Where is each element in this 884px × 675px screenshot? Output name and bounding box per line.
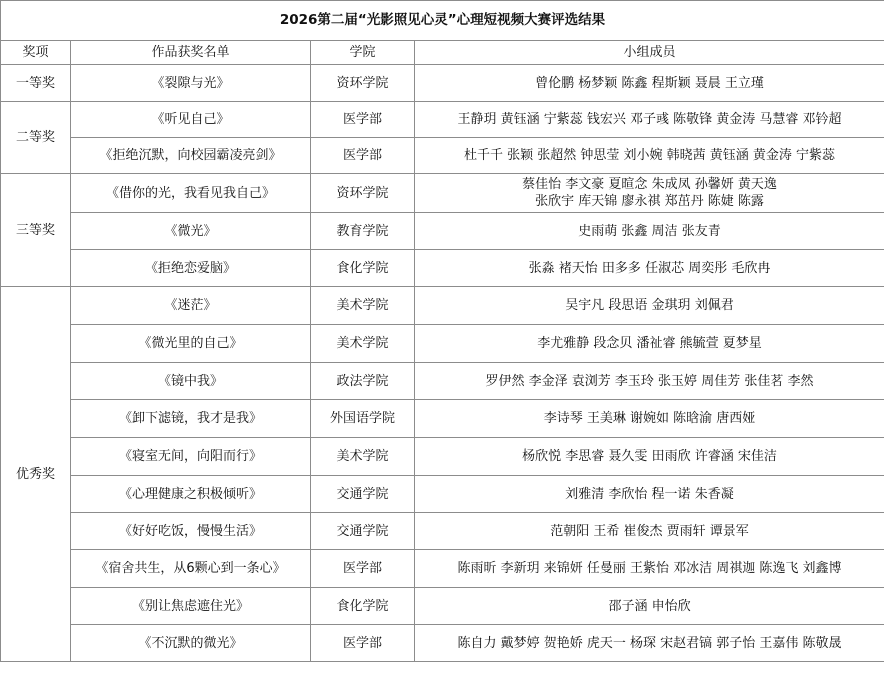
- header-work: 作品获奖名单: [71, 41, 311, 65]
- work-cell: 《寝室无间，向阳而行》: [71, 438, 311, 476]
- award-cell: 一等奖: [1, 65, 71, 102]
- members-cell: 邵子涵 申怡欣: [415, 588, 884, 625]
- members-cell: 范朝阳 王希 崔俊杰 贾雨轩 谭景军: [415, 513, 884, 550]
- header-award: 奖项: [1, 41, 71, 65]
- college-cell: 食化学院: [311, 250, 415, 287]
- table-row: [1, 174, 884, 213]
- table-row: [1, 438, 884, 476]
- table-row: [1, 102, 884, 138]
- table-row: [1, 476, 884, 513]
- college-cell: 美术学院: [311, 438, 415, 476]
- work-cell: 《拒绝恋爱脑》: [71, 250, 311, 287]
- work-cell: 《心理健康之积极倾听》: [71, 476, 311, 513]
- work-cell: 《宿舍共生，从6颗心到一条心》: [71, 550, 311, 588]
- header-college: 学院: [311, 41, 415, 65]
- work-cell: 《迷茫》: [71, 287, 311, 325]
- work-cell: 《卸下滤镜，我才是我》: [71, 400, 311, 438]
- members-cell: 李尤雅静 段念贝 潘祉睿 熊毓萱 夏梦星: [415, 325, 884, 363]
- work-cell: 《别让焦虑遮住光》: [71, 588, 311, 625]
- members-cell: 李诗琴 王美琳 谢婉如 陈晗渝 唐西娅: [415, 400, 884, 438]
- members-cell: 曾伦鹏 杨梦颖 陈鑫 程斯颖 聂晨 王立瑾: [415, 65, 884, 102]
- header-members: 小组成员: [415, 41, 884, 65]
- college-cell: 外国语学院: [311, 400, 415, 438]
- members-cell: 王静玥 黄钰涵 宁紫蕊 钱宏兴 邓子彧 陈敬锋 黄金涛 马慧睿 邓钤超: [415, 102, 884, 138]
- college-cell: 医学部: [311, 550, 415, 588]
- results-body: [1, 65, 884, 662]
- members-cell: 杨欣悦 李思睿 聂久雯 田雨欣 许睿涵 宋佳洁: [415, 438, 884, 476]
- college-cell: 医学部: [311, 102, 415, 138]
- work-cell: 《拒绝沉默，向校园霸凌亮剑》: [71, 138, 311, 174]
- members-cell: 蔡佳怡 李文豪 夏暄念 朱成凤 孙馨妍 黄天逸 张欣宇 库天锦 廖永祺 郑茁丹 陈婕 陈露: [415, 174, 884, 213]
- work-cell: 《不沉默的微光》: [71, 625, 311, 662]
- table-row: [1, 625, 884, 662]
- college-cell: 美术学院: [311, 325, 415, 363]
- table-row: [1, 400, 884, 438]
- header-row: [1, 41, 884, 65]
- members-cell: 张淼 褚天怡 田多多 任淑芯 周奕彤 毛欣冉: [415, 250, 884, 287]
- table-title: 2026第二届“光影照见心灵”心理短视频大赛评选结果: [1, 1, 884, 41]
- work-cell: 《镜中我》: [71, 363, 311, 400]
- table-row: [1, 138, 884, 174]
- members-cell: 刘雅清 李欣怡 程一诺 朱香凝: [415, 476, 884, 513]
- table-row: [1, 325, 884, 363]
- members-cell: 杜千千 张颖 张超然 钟思莹 刘小婉 韩晓茜 黄钰涵 黄金涛 宁紫蕊: [415, 138, 884, 174]
- college-cell: 资环学院: [311, 174, 415, 213]
- table-row: [1, 65, 884, 102]
- work-cell: 《微光》: [71, 213, 311, 250]
- college-cell: 美术学院: [311, 287, 415, 325]
- work-cell: 《好好吃饭，慢慢生活》: [71, 513, 311, 550]
- table-row: [1, 250, 884, 287]
- table-row: [1, 550, 884, 588]
- college-cell: 医学部: [311, 625, 415, 662]
- table-row: [1, 513, 884, 550]
- members-cell: 吴宇凡 段思语 金琪玥 刘佩君: [415, 287, 884, 325]
- work-cell: 《微光里的自己》: [71, 325, 311, 363]
- work-cell: 《借你的光，我看见我自己》: [71, 174, 311, 213]
- college-cell: 资环学院: [311, 65, 415, 102]
- college-cell: 政法学院: [311, 363, 415, 400]
- college-cell: 教育学院: [311, 213, 415, 250]
- members-cell: 陈自力 戴梦婷 贺艳娇 虎天一 杨琛 宋赵君镐 郭子怡 王嘉伟 陈敬晟: [415, 625, 884, 662]
- award-cell: 三等奖: [1, 174, 71, 287]
- members-cell: 陈雨昕 李新玥 来锦妍 任曼丽 王紫怡 邓冰洁 周祺迦 陈逸飞 刘鑫博: [415, 550, 884, 588]
- table-row: [1, 287, 884, 325]
- members-cell: 史雨萌 张鑫 周洁 张友青: [415, 213, 884, 250]
- work-cell: 《裂隙与光》: [71, 65, 311, 102]
- table-row: [1, 363, 884, 400]
- members-cell: 罗伊然 李金泽 袁浏芳 李玉玲 张玉婷 周佳芳 张佳茗 李然: [415, 363, 884, 400]
- award-cell: 优秀奖: [1, 287, 71, 662]
- college-cell: 交通学院: [311, 476, 415, 513]
- college-cell: 交通学院: [311, 513, 415, 550]
- college-cell: 食化学院: [311, 588, 415, 625]
- work-cell: 《听见自己》: [71, 102, 311, 138]
- college-cell: 医学部: [311, 138, 415, 174]
- award-cell: 二等奖: [1, 102, 71, 174]
- table-row: [1, 213, 884, 250]
- table-row: [1, 588, 884, 625]
